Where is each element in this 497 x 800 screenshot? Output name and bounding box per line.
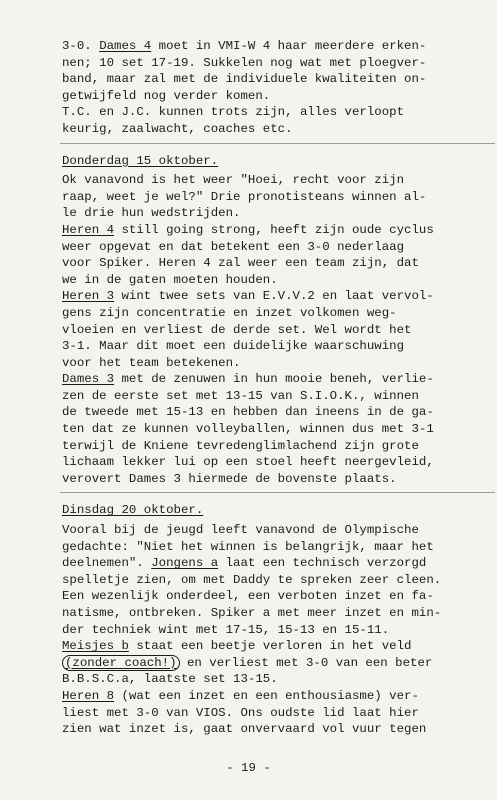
text-line: Dames 3 met de zenuwen in hun mooie beneh, verlie- xyxy=(62,372,434,387)
section-divider xyxy=(60,143,495,144)
text-line: voor Spiker. Heren 4 zal weer een team zijn, dat xyxy=(62,256,419,271)
text-line: zien wat inzet is, gaat onvervaard vol vuur tegen xyxy=(62,722,427,737)
team-name: Heren 4 xyxy=(62,222,115,237)
section-title: Donderdag 15 oktober. xyxy=(62,153,219,168)
text-line: terwijl de Kniene tevredenglimlachend zijn grote xyxy=(62,438,419,453)
text-line: verovert Dames 3 hiermede de bovenste plaats. xyxy=(62,471,397,486)
top-paragraph xyxy=(62,38,481,138)
team-name: Dames 4 xyxy=(99,39,152,53)
text-line: keurig, zaalwacht, coaches etc. xyxy=(62,121,293,136)
text-line: le drie hun wedstrijden. xyxy=(62,206,241,221)
text-line: der techniek wint met 17-15, 15-13 en 15-11. xyxy=(62,622,390,637)
text-line: lichaam lekker lui op een stoel heeft neergevleid, xyxy=(62,455,434,470)
text-line: Ok vanavond is het weer "Hoei, recht voor zijn xyxy=(62,173,405,188)
text-line: Heren 8 (wat een inzet en een enthousiasme) ver- xyxy=(62,688,419,703)
text-line: nen; 10 set 17-19. Sukkelen nog wat met ploegver- xyxy=(62,55,427,70)
team-name: Jongens a xyxy=(151,556,219,571)
section-title: Dinsdag 20 oktober. xyxy=(62,503,204,518)
section-dinsdag xyxy=(62,502,481,737)
text-line: B.B.S.C.a, laatste set 13-15. xyxy=(62,672,278,687)
text-line: deelnemen". Jongens a laat een technisch verzorgd xyxy=(62,556,427,571)
text-line: Vooral bij de jeugd leeft vanavond de Olympische xyxy=(62,523,419,538)
team-name: Heren 3 xyxy=(62,289,115,304)
text-line: raap, weet je wel?" Drie pronotisteans winnen al- xyxy=(62,189,427,204)
text-line: T.C. en J.C. kunnen trots zijn, alles verloopt xyxy=(62,105,405,120)
text-line: ten dat ze kunnen volleyballen, winnen dus met 3-1 xyxy=(62,422,434,437)
text-line: Een wezenlijk onderdeel, een verboten inzet en fa- xyxy=(62,589,434,604)
page-number: - 19 - xyxy=(226,761,271,775)
text-line: we in de gaten moeten houden. xyxy=(62,272,278,287)
text-line: 3-0. Dames 4 moet in VMI-W 4 haar meerdere erken- xyxy=(62,39,427,53)
text-line: vloeien en verliest de derde set. Wel wordt het xyxy=(62,322,412,337)
text-line: zen de eerste set met 13-15 van S.I.O.K., winnen xyxy=(62,388,419,403)
text-line: 3-1. Maar dit moet een duidelijke waarschuwing xyxy=(62,339,405,354)
text-line: weer opgevat en dat betekent een 3-0 nederlaag xyxy=(62,239,405,254)
text-line: voor het team betekenen. xyxy=(62,355,241,370)
text-line: de tweede met 15-13 en hebben dan ineens in de ga- xyxy=(62,405,434,420)
team-name: Heren 8 xyxy=(62,688,115,703)
text-line: natisme, ontbreken. Spiker a met meer inzet en min- xyxy=(62,606,442,620)
section-donderdag xyxy=(62,153,481,488)
team-name: Meisjes b xyxy=(62,639,129,654)
text-line: gedachte: "Niet het winnen is belangrijk, maar het xyxy=(62,539,434,554)
team-name: Dames 3 xyxy=(62,372,115,387)
text-line: Meisjes b staat een beetje verloren in het veld xyxy=(62,639,412,654)
text-line: Heren 3 wint twee sets van E.V.V.2 en laat vervol- xyxy=(62,289,434,304)
text-line: (zonder coach!) en verliest met 3-0 van een beter xyxy=(62,655,481,672)
text-line: band, maar zal met de individuele kwaliteiten on- xyxy=(62,72,427,87)
text-line: getwijfeld nog verder komen. xyxy=(62,88,271,103)
text-line: Heren 4 still going strong, heeft zijn oude cyclus xyxy=(62,222,434,237)
section-divider xyxy=(60,492,495,493)
text-line: liest met 3-0 van VIOS. Ons oudste lid laat hier xyxy=(62,705,419,720)
text-line: gens zijn concentratie en inzet volkomen weg- xyxy=(62,305,397,320)
circled-note: (zonder coach!) xyxy=(62,655,180,671)
text-line: spelletje zien, om met Daddy te spreken zeer cleen. xyxy=(62,572,442,587)
